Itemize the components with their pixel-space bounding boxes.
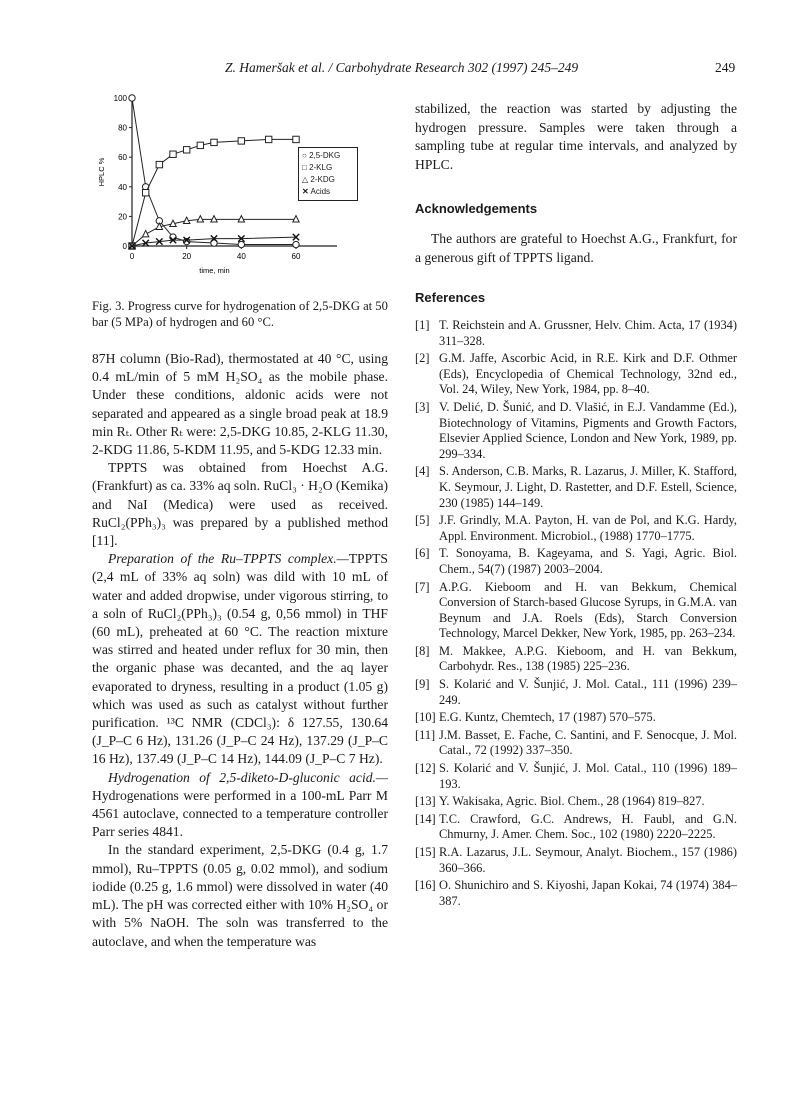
reference-item [415,464,737,511]
reference-item [415,644,737,675]
reference-number: [12] [415,761,436,776]
reference-item [415,878,737,909]
reference-text: G.M. Jaffe, Ascorbic Acid, in R.E. Kirk and D.F. Othmer (Eds), Encyclopedia of Chemical Technology, 32nd ed., Vol. 24, Wiley, New York, 1984, pp. 8–40. [439,351,737,397]
data-point-klg [197,142,203,148]
reference-number: [13] [415,794,436,809]
reference-item [415,812,737,843]
reference-item [415,761,737,792]
right-column-text [415,100,737,174]
reference-item [415,513,737,544]
reference-list [415,318,737,911]
y-tick-label: 0 [122,242,127,251]
reference-number: [7] [415,579,430,594]
reference-text: V. Delić, D. Šunić, and D. Vlašić, in E.J. Vandamme (Ed.), Biotechnology of Vitamins, Pigments and Growth Factors, Elsevier Applied Science, London and New York, 1989, pp. 299–334. [439,399,737,461]
data-point-dkg [293,241,299,247]
paragraph-tppts: TPPTS was obtained from Hoechst A.G. (Frankfurt) as ca. 33% aq soln. RuCl₃ · H₂O (Kemika) and NaI (Medica) were used as received. RuCl₂(PPh₃)₃ was prepared by a published method [11]. [92,460,389,549]
data-point-klg [183,147,189,153]
page-number: 249 [715,60,736,75]
reference-number: [11] [415,727,436,742]
paragraph-ru-tppts-body: TPPTS (2,4 mL of 33% aq soln) was dild with 10 mL of water and added dropwise, under vigorous stirring, to a soln of RuCl₂(PPh₃)₃ (0.54 g, 0,56 mmol) in THF (60 mL), preheated at 60 °C. The reaction mixture was stirred and heated under reflux for 30 min, then the organic phase was decanted, and the aq layer evaporated to dryness, resulting in a product (1.05 g) which was used as such as catalyst without further purification. ¹³C NMR (CDCl₃): δ 127.55, 130.64 (J_P–C 6 Hz), 131.26 (J_P–C 24 Hz), 137.29 (J_P–C 16 Hz), 137.49 (J_P–C 14 Hz), 144.09 (J_P–C 7 Hz). [92,551,388,767]
legend-entry-kdg: △ 2-KDG [302,175,335,184]
reference-number: [4] [415,464,430,479]
reference-text: A.P.G. Kieboom and H. van Bekkum, Chemical Conversion of Starch-based Glucose Syrups, in G.M.A. van Beynum and J.A. Roels (Eds), Starch Conversion Technology, Marcel Dekker, New York, 1985, pp. 263–234. [439,579,737,641]
x-tick-label: 60 [291,252,301,261]
data-point-klg [170,151,176,157]
reference-item [415,710,737,726]
reference-item [415,318,737,349]
reference-text: S. Kolarić and V. Šunjić, J. Mol. Catal., 111 (1996) 239–249. [439,677,737,707]
reference-item [415,351,737,398]
reference-number: [14] [415,811,436,826]
acknowledgements-text: The authors are grateful to Hoechst A.G., Frankfurt, for a generous gift of TPPTS ligand. [415,231,737,265]
y-tick-label: 20 [118,212,127,222]
paragraph-ru-tppts [92,550,388,768]
reference-text: S. Anderson, C.B. Marks, R. Lazarus, J. Miller, K. Stafford, K. Seymour, J. Light, D. Rastetter, and D.F. Estell, Science, 230 (1985) 144–149. [439,464,737,510]
data-point-klg [142,190,148,196]
reference-item [415,845,737,876]
legend-entry-dkg: ○ 2,5-DKG [302,151,341,160]
x-tick-label: 40 [236,252,246,261]
runin-title-ru-tppts: Preparation of the Ru–TPPTS complex.— [108,551,349,567]
y-tick-label: 100 [113,94,127,103]
reference-text: M. Makkee, A.P.G. Kieboom, and H. van Bekkum, Carbohydr. Res., 138 (1985) 225–236. [439,643,737,674]
running-head: Z. Hameršak et al. / Carbohydrate Research 302 (1997) 245–249 [225,60,579,75]
reference-number: [15] [415,845,436,859]
x-axis-label: time, min [199,266,230,275]
reference-number: [10] [415,710,436,725]
figure-caption: Fig. 3. Progress curve for hydrogenation of 2,5-DKG at 50 bar (5 MPa) of hydrogen and 60 °C. [92,299,388,329]
reference-text: R.A. Lazarus, J.L. Seymour, Analyt. Biochem., 157 (1986) 360–366. [439,845,737,875]
acknowledgements-heading: Acknowledgements [415,201,538,216]
reference-number: [8] [415,643,430,658]
references-heading: References [415,290,486,305]
legend-label-acids: Acids [310,187,331,196]
reference-item [415,580,737,642]
data-point-klg [293,136,299,142]
data-point-klg [265,136,271,142]
data-point-klg [211,139,217,145]
paragraph-hydrogenation [92,769,388,842]
data-point-klg [238,138,244,144]
reference-text: E.G. Kuntz, Chemtech, 17 (1987) 570–575. [439,710,656,725]
reference-item [415,400,737,462]
legend-label-kdg: 2-KDG [310,175,335,184]
y-tick-label: 80 [118,123,127,133]
reference-number: [9] [415,677,430,692]
x-tick-label: 20 [182,252,192,261]
reference-number: [6] [415,546,430,561]
reference-text: J.M. Basset, E. Fache, C. Santini, and F. Senocque, J. Mol. Catal., 72 (1992) 337–350. [439,727,737,758]
reference-item [415,794,737,810]
paragraph-hplc: 87H column (Bio-Rad), thermostated at 40 °C, using 0.4 mL/min of 5 mM H₂SO₄ as the mobile phase. Under these conditions, aldonic acids were not separated and appeared as a single broad peak at 18.9 min Rₜ. Other Rₜ were: 2,5-DKG 10.85, 2-KLG 11.30, 2-KDG 11.86, 5-KDM 11.95, and 5-KDG 12.33 min. [92,351,388,458]
page-header [0,60,807,80]
data-point-kdg [211,216,217,222]
reference-item [415,728,737,759]
y-tick-label: 60 [118,153,127,163]
data-point-dkg [129,95,135,101]
y-axis-label: HPLC % [97,157,106,187]
reference-text: J.F. Grindly, M.A. Payton, H. van de Pol, and K.G. Hardy, Appl. Environment. Microbiol., (1988) 1770–1775. [439,513,737,543]
y-tick-label: 40 [118,182,127,192]
legend-entry-acids: ✕ Acids [302,187,331,196]
reference-number: [3] [415,399,430,414]
reference-item [415,546,737,577]
paragraph-standard-experiment: In the standard experiment, 2,5-DKG (0.4 g, 1.7 mmol), Ru–TPPTS (0.05 g, 0.02 mmol), and sodium iodide (0.25 g, 1.6 mmol) were dissolved in water (40 mL). The pH was corrected either with 10% H₂SO₄ or with 5% NaOH. The soln was transferred to the autoclave, and when the temperature was [92,842,388,949]
paragraph-continued: stabilized, the reaction was started by adjusting the hydrogen pressure. Samples were taken through a sampling tube at regular time intervals, and analyzed by HPLC. [415,101,737,172]
reference-number: [16] [415,878,436,893]
data-point-kdg [238,216,244,222]
reference-item [415,677,737,708]
reference-text: T. Reichstein and A. Grussner, Helv. Chim. Acta, 17 (1934) 311–328. [439,318,737,348]
reference-text: O. Shunichiro and S. Kiyoshi, Japan Kokai, 74 (1974) 384–387. [439,878,737,908]
data-point-klg [156,161,162,167]
data-point-kdg [142,230,148,236]
x-tick-label: 0 [129,252,135,261]
chart-legend [298,147,358,201]
data-point-dkg [238,241,244,247]
series-line-1 [132,139,296,246]
data-point-kdg [197,216,203,222]
left-column-text [92,350,388,951]
reference-text: Y. Wakisaka, Agric. Biol. Chem., 28 (1964) 819–827. [439,794,705,809]
legend-label-dkg: 2,5-DKG [309,151,341,160]
legend-entry-klg: □ 2-KLG [302,163,333,172]
reference-text: S. Kolarić and V. Šunjić, J. Mol. Catal., 110 (1996) 189–193. [439,761,737,791]
reference-number: [2] [415,351,430,366]
data-point-kdg [293,216,299,222]
reference-number: [1] [415,318,430,332]
reference-text: T.C. Crawford, G.C. Andrews, H. Faubl, and G.N. Chmurny, J. Amer. Chem. Soc., 102 (1980) 2220–2225. [439,811,737,842]
runin-title-hydrogenation: Hydrogenation of 2,5-diketo-D-gluconic acid.— [108,769,388,785]
paragraph-hydrogenation-body: Hydrogenations were performed in a 100-mL Parr M 4561 autoclave, connected to a temperature controller Parr series 4841. [92,787,388,840]
legend-label-klg: 2-KLG [309,163,333,172]
reference-text: T. Sonoyama, B. Kageyama, and S. Yagi, Agric. Biol. Chem., 54(7) (1987) 2003–2004. [439,546,737,576]
reference-number: [5] [415,513,430,528]
